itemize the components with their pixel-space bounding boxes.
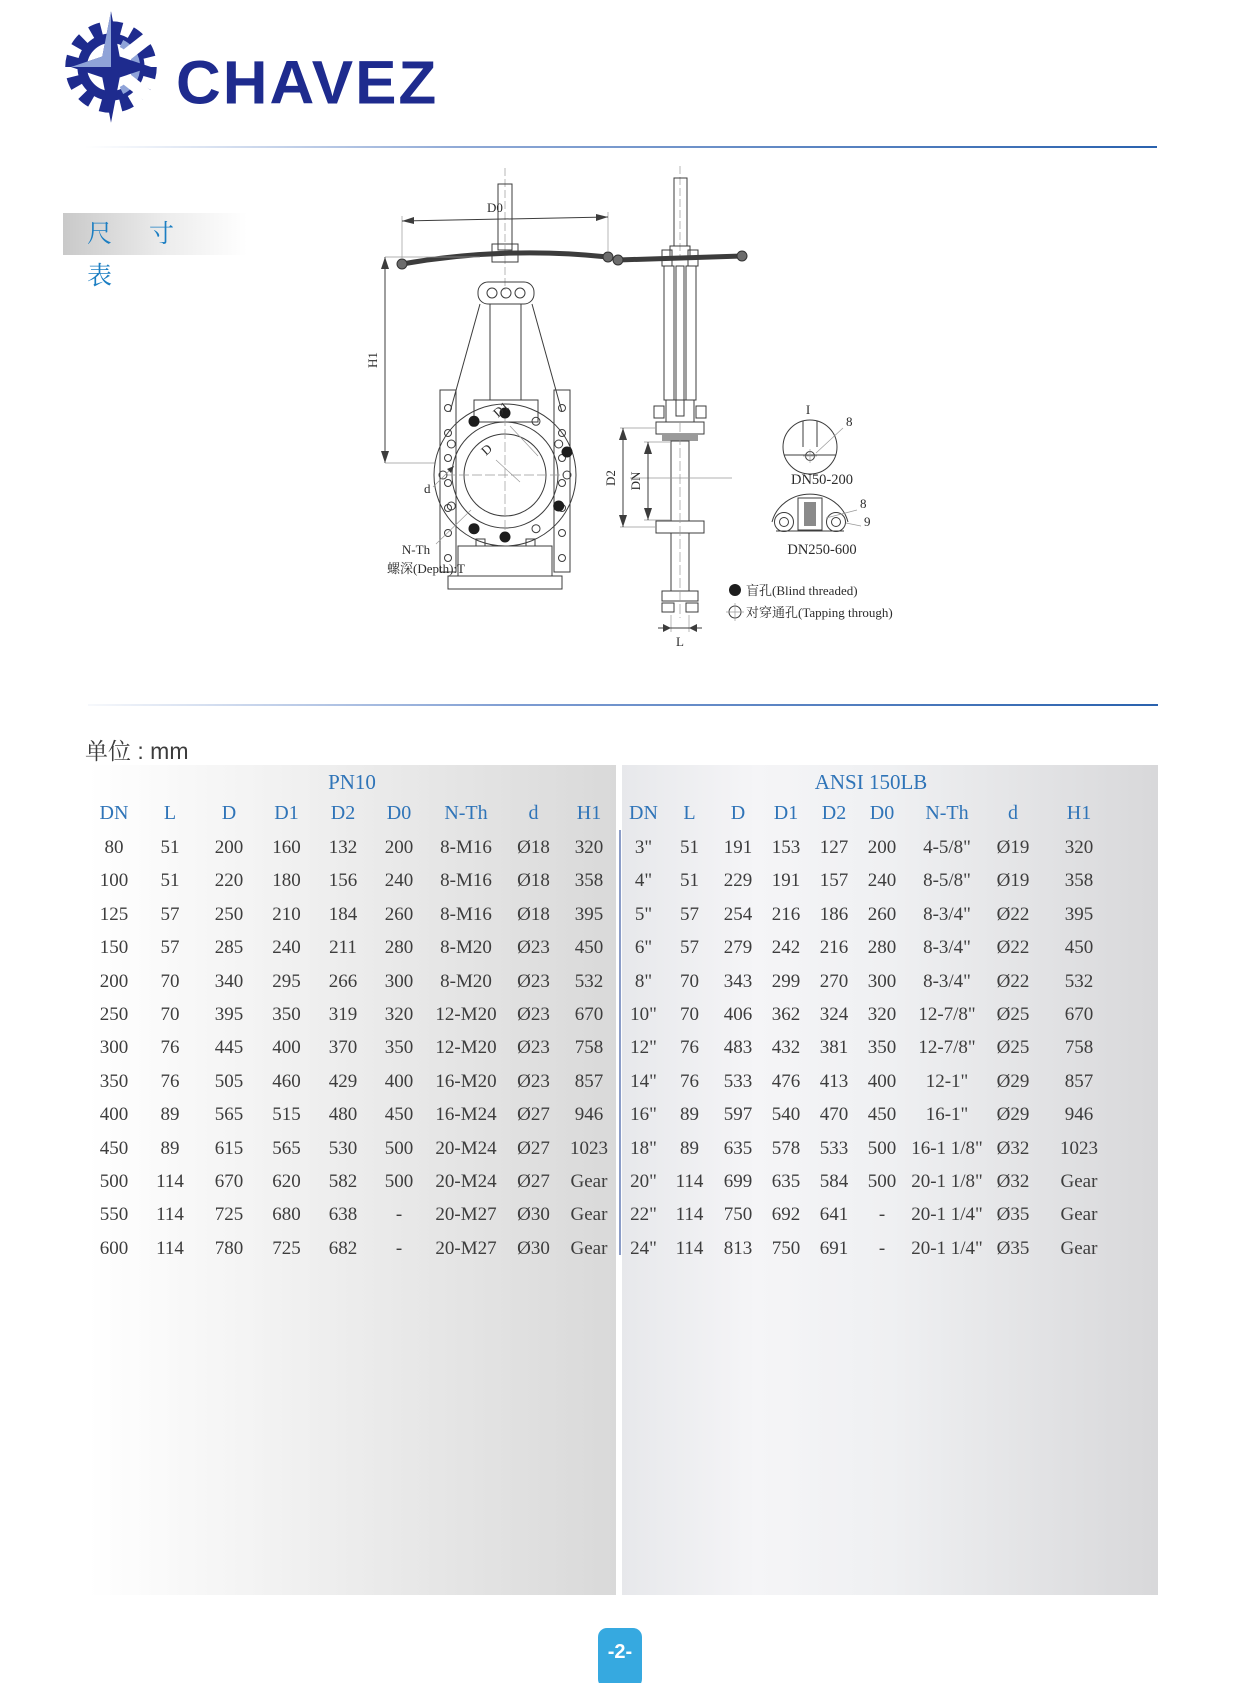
table-cell: 350 [99,1070,129,1092]
table-divider-rule [88,704,1158,706]
table-cell: 191 [771,870,801,892]
table-cell: 340 [214,970,244,992]
table-cell: 216 [819,937,849,959]
table-cell: 395 [574,903,604,925]
table-cell: 8-5/8" [923,870,971,892]
column-header: DN [629,802,658,824]
front-view [365,168,613,589]
table-cell: 12-7/8" [918,1037,976,1059]
detail-dn50-200 [783,402,853,488]
column-header: D2 [821,802,847,824]
detail-mark: I [805,402,811,417]
table-cell: 300 [384,970,414,992]
table-cell: 12-1" [925,1070,969,1092]
table-cell: 319 [328,1003,358,1025]
blind-hole-icon [729,584,741,596]
table-cell: 578 [771,1137,801,1159]
table-cell: 3" [634,837,653,858]
table-group-title-ansi: ANSI 150LB [814,770,928,794]
table-cell: 450 [384,1104,414,1126]
table-cell: - [878,1204,886,1226]
section-title: 尺 寸 表 [63,213,247,255]
column-header: d [1008,802,1018,824]
table-cell: 51 [680,837,699,858]
table-cell: 76 [160,1070,180,1092]
table-cell: 680 [272,1204,301,1226]
table-ansi-header [622,795,1158,831]
table-cell: Gear [570,1237,608,1259]
table-cell: 70 [160,1003,180,1025]
table-group-title-pn10: PN10 [328,770,376,794]
table-cell: 500 [384,1137,414,1159]
column-header: D [730,802,746,824]
table-cell: 500 [384,1170,414,1192]
table-cell: 300 [867,970,897,992]
table-cell: 240 [384,870,414,892]
table-cell: 8-M16 [440,903,492,925]
table-cell: 8-3/4" [923,937,971,959]
table-cell: 406 [723,1003,753,1025]
table-cell: 16-M20 [435,1070,497,1092]
table-cell: 582 [328,1170,358,1192]
table-cell: 381 [819,1037,849,1059]
table-cell: 813 [723,1237,753,1259]
table-cell: 260 [867,903,897,925]
table-cell: 200 [99,970,129,992]
table-cell: 350 [384,1037,414,1059]
column-header: H1 [1066,802,1092,824]
table-cell: 76 [680,1070,699,1092]
detail-dn250-600 [772,494,871,558]
table-cell: Ø30 [517,1204,550,1226]
table-cell: 242 [771,937,801,959]
label-small-d: d [424,481,431,496]
table-cell: 157 [819,870,849,892]
table-cell: 691 [819,1237,849,1259]
table-cell: 89 [160,1104,180,1126]
table-cell: 186 [819,903,849,925]
detail-caption-small: DN50-200 [790,472,854,488]
table-cell: 358 [574,870,604,892]
table-cell: 280 [867,937,897,959]
table-cell: Ø29 [996,1104,1030,1126]
table-cell: 211 [329,937,357,959]
table-cell: 532 [1064,970,1094,992]
table-cell: 445 [214,1037,244,1059]
table-cell: 20-1 1/4" [911,1237,983,1259]
table-cell: 279 [723,937,753,959]
table-cell: 240 [272,937,301,959]
table-ansi-body [622,831,1158,1265]
dim-label-d0: D0 [487,200,503,215]
table-cell: 20-M24 [435,1170,497,1192]
table-cell: 191 [723,837,753,858]
table-cell: 540 [771,1104,801,1126]
table-cell: Ø30 [517,1237,550,1259]
table-cell: 100 [99,870,129,892]
table-cell: 16" [630,1104,657,1126]
table-cell: 750 [771,1237,801,1259]
table-cell: 320 [867,1003,897,1025]
unit-label: 单位 : mm [85,738,189,764]
table-cell: 18" [630,1137,657,1159]
column-header: D0 [869,802,895,824]
table-cell: 758 [574,1037,604,1059]
table-cell: 114 [156,1237,184,1259]
table-cell: 200 [867,837,897,858]
table-cell: 70 [680,1003,699,1025]
table-cell: - [878,1237,886,1259]
table-cell: Gear [570,1204,608,1226]
table-cell: 12-M20 [435,1003,497,1025]
table-cell: 216 [771,903,801,925]
table-cell: 57 [680,937,699,959]
table-cell: 413 [819,1070,849,1092]
table-cell: 16-1" [925,1104,969,1126]
column-header: L [683,802,696,824]
table-cell: 8-M20 [440,970,492,992]
dim-label-d2: D2 [603,470,618,486]
table-cell: Ø32 [996,1137,1030,1159]
table-cell: 370 [328,1037,358,1059]
table-cell: 725 [214,1204,244,1226]
table-cell: Ø23 [517,937,550,959]
table-cell: Ø23 [517,1070,550,1092]
table-cell: 600 [99,1237,129,1259]
table-cell: 57 [680,903,699,925]
table-cell: 395 [214,1003,244,1025]
dim-label-h1: H1 [365,352,380,368]
table-cell: 20-M27 [435,1237,497,1259]
table-cell: Ø23 [517,970,550,992]
table-cell: 500 [867,1137,897,1159]
column-header: L [163,802,177,824]
table-cell: 76 [160,1037,180,1059]
table-cell: 320 [384,1003,414,1025]
side-view [603,166,747,649]
table-middle-divider [619,830,621,1255]
column-header: D [221,802,237,824]
table-cell: 89 [680,1104,699,1126]
table-cell: 6" [634,937,653,959]
table-cell: 946 [574,1104,604,1126]
table-cell: 20-M24 [435,1137,497,1159]
table-cell: 670 [574,1003,604,1025]
table-cell: 692 [771,1204,801,1226]
table-cell: 114 [675,1204,704,1226]
table-cell: Gear [1060,1204,1098,1226]
table-cell: 4" [634,870,653,892]
table-cell: 114 [156,1170,184,1192]
table-cell: 450 [99,1137,129,1159]
table-cell: 505 [214,1070,244,1092]
table-cell: Ø27 [517,1104,550,1126]
table-cell: 635 [723,1137,753,1159]
detail-caption-large: DN250-600 [787,542,857,558]
table-cell: 780 [214,1237,244,1259]
label-nth: N-Th [401,542,431,557]
table-cell: 450 [574,937,604,959]
table-cell: 620 [272,1170,301,1192]
table-cell: 156 [328,870,358,892]
table-cell: 250 [99,1003,129,1025]
table-cell: 270 [819,970,849,992]
table-cell: 857 [1064,1070,1094,1092]
table-cell: 89 [680,1137,699,1159]
table-cell: 8-M16 [440,837,492,858]
table-cell: 432 [771,1037,801,1059]
table-cell: Gear [1060,1237,1098,1259]
table-cell: 20-M27 [435,1204,497,1226]
table-cell: 476 [771,1070,801,1092]
table-cell: Ø35 [996,1237,1030,1259]
table-cell: 758 [1064,1037,1094,1059]
table-cell: Ø19 [996,837,1030,858]
table-cell: 8-M20 [440,937,492,959]
table-cell: 324 [819,1003,849,1025]
table-cell: 400 [99,1104,129,1126]
table-cell: 350 [867,1037,897,1059]
table-cell: 16-M24 [435,1104,497,1126]
table-cell: Ø22 [996,970,1030,992]
table-cell: 76 [680,1037,699,1059]
table-cell: 320 [574,837,604,858]
column-header: D1 [274,802,299,824]
table-cell: 20" [630,1170,657,1192]
table-cell: 699 [723,1170,753,1192]
table-cell: 70 [680,970,699,992]
table-cell: Ø25 [996,1037,1030,1059]
table-cell: 210 [272,903,301,925]
column-header: H1 [576,802,602,824]
callout-8b: 8 [860,496,867,511]
label-d1: D1 [489,398,512,421]
brand-name: CHAVEZ [176,49,439,118]
table-cell: 16-1 1/8" [911,1137,983,1159]
table-cell: 160 [272,837,301,858]
table-cell: Ø18 [517,837,550,858]
dim-label-l: L [676,634,684,649]
table-cell: 395 [1064,903,1094,925]
table-cell: 500 [99,1170,129,1192]
callout-9: 9 [864,514,871,529]
callout-8: 8 [846,414,853,429]
column-header: DN [99,802,129,824]
table-cell: 70 [160,970,180,992]
table-cell: 638 [328,1204,358,1226]
table-cell: Ø29 [996,1070,1030,1092]
table-cell: 80 [104,837,124,858]
dim-label-dn: DN [628,471,643,491]
table-cell: 132 [328,837,358,858]
table-cell: 220 [214,870,244,892]
table-cell: 280 [384,937,414,959]
table-cell: 14" [630,1070,657,1092]
table-cell: 550 [99,1204,129,1226]
label-d: D [477,440,495,459]
table-cell: 125 [99,903,129,925]
table-cell: 24" [630,1237,657,1259]
column-header: d [528,802,539,824]
table-cell: 51 [680,870,699,892]
table-cell: 1023 [570,1137,608,1159]
table-cell: 533 [723,1070,753,1092]
table-cell: 584 [819,1170,849,1192]
table-cell: 200 [214,837,244,858]
table-cell: 615 [214,1137,244,1159]
table-pn10-header [88,795,616,831]
table-cell: 57 [160,903,180,925]
table-cell: 450 [867,1104,897,1126]
table-cell: 725 [272,1237,301,1259]
table-cell: 565 [272,1137,301,1159]
table-cell: 8-3/4" [923,970,971,992]
table-cell: Ø22 [996,937,1030,959]
table-cell: 320 [1064,837,1094,858]
table-cell: 400 [272,1037,301,1059]
table-cell: 266 [328,970,358,992]
gear-star-logo-icon [50,6,172,128]
table-cell: 114 [675,1170,704,1192]
table-cell: 114 [156,1204,184,1226]
column-header: N-Th [925,802,969,824]
table-cell: 670 [1064,1003,1094,1025]
table-cell: 1023 [1060,1137,1098,1159]
table-cell: 635 [771,1170,801,1192]
table-cell: 946 [1064,1104,1094,1126]
table-cell: 12-M20 [435,1037,497,1059]
table-cell: Ø32 [996,1170,1030,1192]
table-cell: Ø22 [996,903,1030,925]
table-cell: Ø25 [996,1003,1030,1025]
table-cell: 51 [160,837,180,858]
column-header: D2 [330,802,356,824]
table-cell: Gear [1060,1170,1098,1192]
column-header: D0 [386,802,412,824]
hole-legend [726,583,893,621]
table-cell: 350 [272,1003,301,1025]
table-cell: 362 [771,1003,801,1025]
table-cell: 682 [328,1237,358,1259]
table-cell: 240 [867,870,897,892]
table-cell: 532 [574,970,604,992]
table-cell: 857 [574,1070,604,1092]
table-cell: 10" [630,1003,657,1025]
table-cell: 400 [867,1070,897,1092]
table-cell: 254 [723,903,753,925]
table-cell: 450 [1064,937,1094,959]
table-cell: Ø18 [517,870,550,892]
legend-through-label: 对穿通孔(Tapping through) [746,605,893,620]
valve-technical-drawing [340,160,920,660]
table-cell: 20-1 1/8" [911,1170,983,1192]
table-cell: 483 [723,1037,753,1059]
table-cell: 8-3/4" [923,903,971,925]
table-cell: 153 [771,837,801,858]
table-cell: 299 [771,970,801,992]
column-header: N-Th [444,802,488,824]
column-header: D1 [773,802,799,824]
table-cell: 300 [99,1037,129,1059]
table-cell: 470 [819,1104,849,1126]
table-cell: 515 [272,1104,301,1126]
table-cell: 260 [384,903,414,925]
table-cell: 8" [634,970,653,992]
table-cell: Ø27 [517,1137,550,1159]
table-cell: 127 [819,837,849,858]
table-cell: Gear [570,1170,608,1192]
table-cell: 229 [723,870,753,892]
page-number-badge: -2- [598,1628,642,1683]
table-cell: 750 [723,1204,753,1226]
table-cell: 460 [272,1070,301,1092]
table-cell: Ø27 [517,1170,550,1192]
table-cell: 285 [214,937,244,959]
table-cell: 12" [630,1037,657,1059]
table-cell: - [395,1204,403,1226]
table-cell: 8-M16 [440,870,492,892]
table-cell: Ø19 [996,870,1030,892]
table-cell: 533 [819,1137,849,1159]
table-cell: 500 [867,1170,897,1192]
table-cell: 4-5/8" [923,837,971,858]
table-cell: 5" [634,903,653,925]
table-cell: 250 [214,903,244,925]
table-cell: Ø23 [517,1003,550,1025]
table-ansi150lb [622,765,1158,1265]
logo-divider-rule [85,146,1157,148]
table-cell: Ø35 [996,1204,1030,1226]
table-cell: 565 [214,1104,244,1126]
table-cell: 12-7/8" [918,1003,976,1025]
table-cell: 429 [328,1070,358,1092]
table-cell: 200 [384,837,414,858]
table-cell: 670 [214,1170,244,1192]
table-cell: 20-1 1/4" [911,1204,983,1226]
table-cell: 480 [328,1104,358,1126]
table-cell: Ø23 [517,1037,550,1059]
table-cell: 180 [272,870,301,892]
table-cell: 597 [723,1104,753,1126]
table-cell: 400 [384,1070,414,1092]
table-cell: - [395,1237,403,1259]
table-cell: 51 [160,870,180,892]
table-cell: 114 [675,1237,704,1259]
through-hole-icon [726,603,744,621]
table-cell: 343 [723,970,753,992]
legend-blind-label: 盲孔(Blind threaded) [746,583,858,598]
table-cell: 295 [272,970,301,992]
table-cell: 22" [630,1204,657,1226]
table-cell: 57 [160,937,180,959]
table-cell: 150 [99,937,129,959]
table-cell: Ø18 [517,903,550,925]
table-cell: 530 [328,1137,358,1159]
table-cell: 358 [1064,870,1094,892]
table-pn10-body [88,831,616,1265]
table-pn10 [88,765,616,1265]
label-depth: 螺深(Depth):T [387,561,465,576]
table-cell: 641 [819,1204,849,1226]
table-cell: 184 [328,903,358,925]
table-cell: 89 [160,1137,180,1159]
